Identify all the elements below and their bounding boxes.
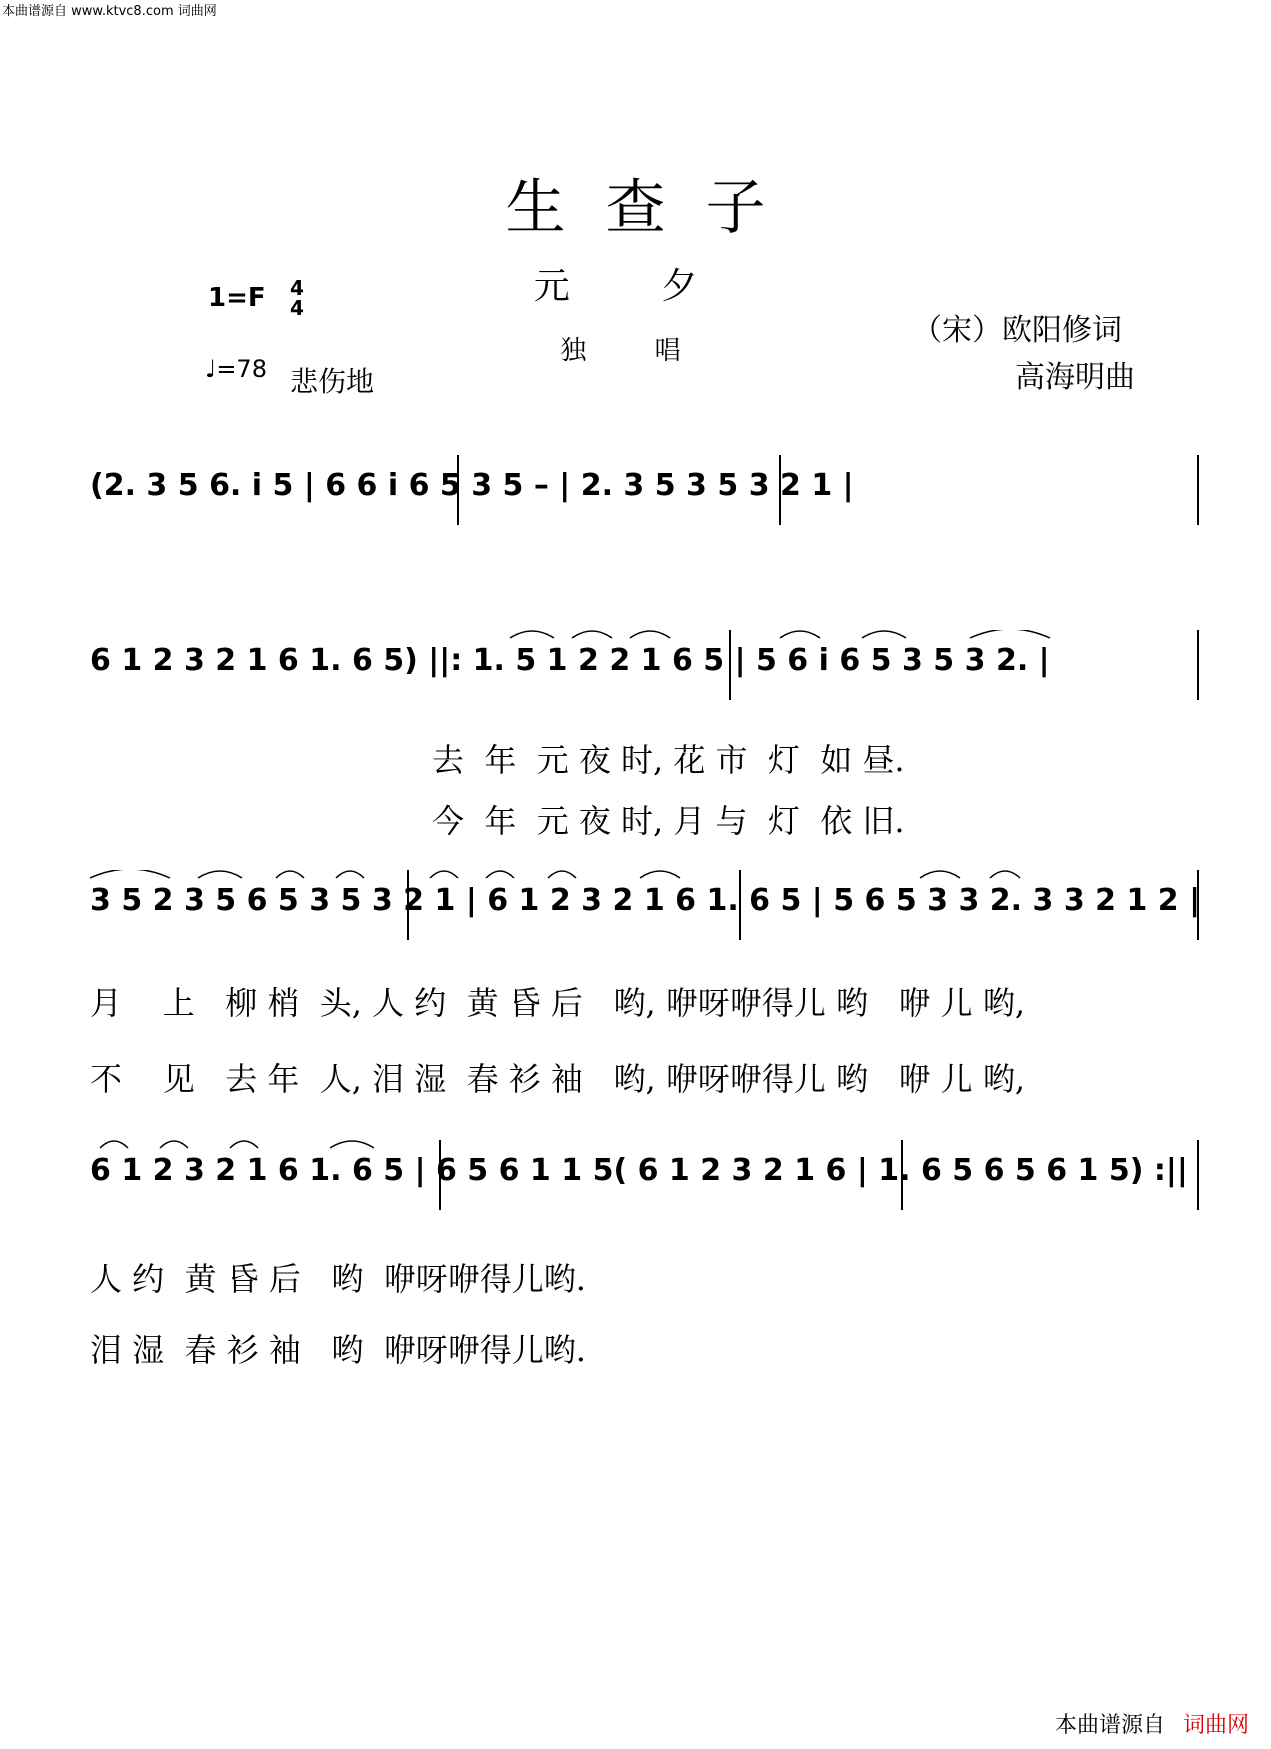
expression-marking: 悲伤地 [290,365,375,398]
notation-row-1 [90,455,1210,535]
song-title: 生查子 [505,173,806,243]
source-label: 本曲谱源自 [1054,1713,1165,1738]
notation-row-2 [90,630,1210,710]
row-2-notes: 6 1 2 3 2 1 6 1. 6 5) ||: 1. 5 1 2 2 1 6 5 | 5 6 i 6 5 3 5 3 2. | [90,643,1050,678]
key-signature: 1=F [208,283,266,313]
meter-bottom: 4 [290,296,304,320]
source-watermark-top: 本曲谱源自 www.ktvc8.com 词曲网 [2,4,217,19]
lyrics-verse2-line3: 泪 湿 春 衫 袖 哟 咿呀咿得儿哟. [90,1331,586,1369]
score-row-3 [90,870,1210,950]
time-signature [290,278,304,318]
lyrics-verse2-line1: 今 年 元 夜 时, 月 与 灯 依 旧. [432,802,905,840]
lyricist-credit: （宋）欧阳修词 [912,313,1122,348]
meter-top: 4 [290,276,304,300]
row-4-notes: 6 1 2 3 2 1 6 1. 6 5 | 6 5 6 1 1 5( 6 1 2 3 2 1 6 | 1. 6 5 6 5 6 1 5) :|| [90,1153,1188,1188]
row-3-notes: 3 5 2 3 5 6 5 3 5 3 2 1 | 6 1 2 3 2 1 6 1. 6 5 | 5 6 5 3 3 2. 3 3 2 1 2 | [90,883,1201,918]
score-row-1 [90,455,1210,535]
notation-row-3 [90,870,1210,950]
composer-credit: 高海明曲 [1015,360,1135,395]
lyrics-verse1-line3: 人 约 黄 昏 后 哟 咿呀咿得儿哟. [90,1260,586,1298]
notation-row-4 [90,1140,1210,1220]
lyrics-verse2-line2: 不 见 去 年 人, 泪 湿 春 衫 袖 哟, 咿呀咿得儿 哟 咿 儿 哟, [90,1060,1025,1098]
site-link[interactable]: 词曲网 [1182,1713,1249,1738]
source-watermark-bottom [1055,1708,1249,1739]
lyrics-verse1-line2: 月 上 柳 梢 头, 人 约 黄 昏 后 哟, 咿呀咿得儿 哟 咿 儿 哟, [90,984,1025,1022]
song-subtitle: 元 夕 [533,266,738,307]
score-row-4 [90,1140,1210,1220]
row-1-notes: (2. 3 5 6. i 5 | 6 6 i 6 5 3 5 – | 2. 3 5 3 5 3 2 1 | [90,468,854,503]
score-row-2 [90,630,1210,710]
lyrics-verse1-line1: 去 年 元 夜 时, 花 市 灯 如 昼. [432,741,905,779]
performance-type: 独 唱 [560,336,711,366]
tempo-marking: ♩=78 [205,355,267,383]
